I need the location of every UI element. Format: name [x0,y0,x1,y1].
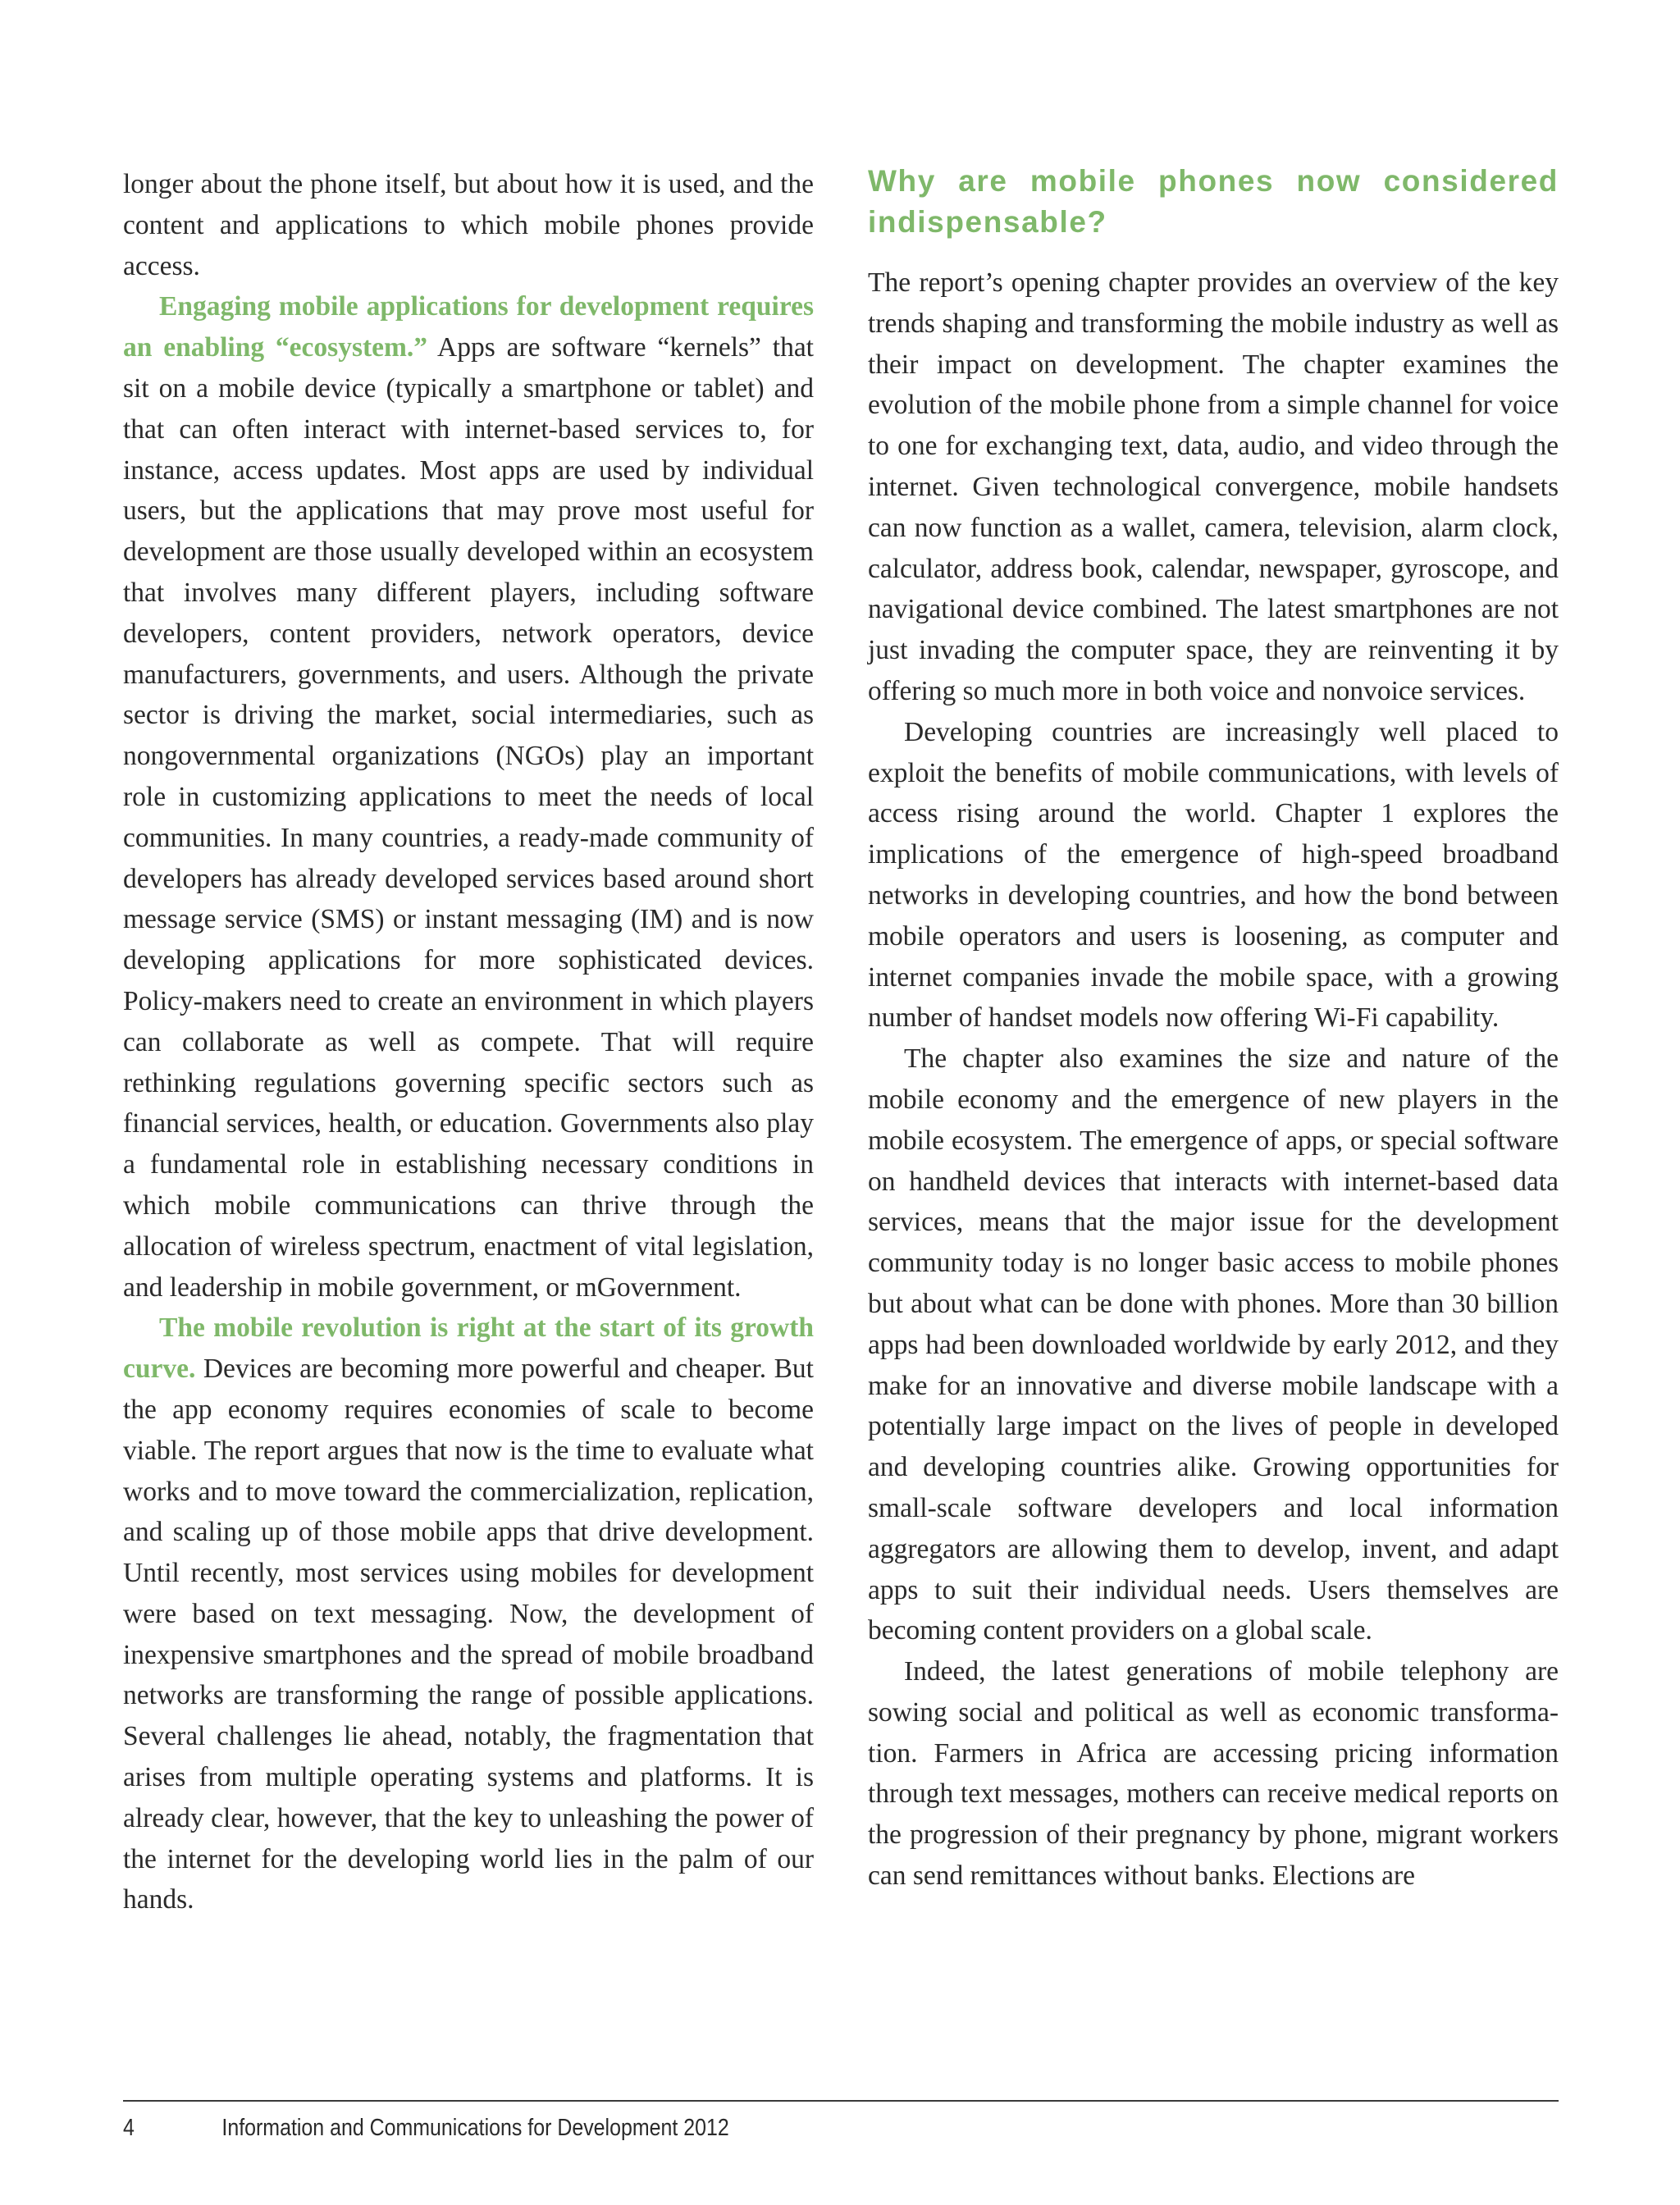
page-number: 4 [123,2115,135,2141]
right-column [868,164,1559,1897]
footer-divider [123,2100,1559,2102]
lead-in-growth-curve: The mobile revolution is right at the start of its growth curve. [123,1312,814,1385]
paragraph-mobile-economy: The chapter also examines the size and nature of the mobile economy and the emergence of new players in the mobile ecosystem. The emergence of apps, or special software on handheld devices that interacts with internet-based data services, means that the major issue for the development community today is no longer basic access to mobile phones but about what can be done with phones. More than 30 billion apps had been downloaded worldwide by early 2012, and they make for an innovative and diverse mobile landscape with a potentially large impact on the lives of people in developed and developing countries alike. Growing opportunities for small-scale software developers and local information aggregators are allowing them to develop, invent, and adapt apps to suit their individual needs. Users themselves are becoming content providers on a global scale. [868,1043,1559,1646]
paragraph-transformation: Indeed, the latest generations of mobile telephony are sowing social and political as well as economic transformation. Farmers in Africa are accessing pricing information through text messages, mothers can receive medical reports on the progression of their pregnancy by phone, migrant workers can send remittances without banks. Elections are [868,1656,1559,1892]
paragraph-developing-countries: Developing countries are increasingly well placed to exploit the benefits of mobile communications, with levels of access rising around the world. Chapter 1 explores the implications of the emergence of high-speed broadband networks in developing countries, and how the bond between mobile operators and users is loosening, as computer and internet companies invade the mobile space, with a growing number of handset models now offering Wi-Fi capability. [868,716,1559,1034]
page-footer [123,2111,1358,2144]
lead-in-ecosystem: Engaging mobile applications for development requires an enabling “ecosystem.” [123,291,814,363]
paragraph-growth-curve [123,1308,814,1920]
left-column [123,164,814,1920]
running-title: Information and Communications for Development 2012 [221,2115,729,2141]
paragraph-opening-chapter: The report’s opening chapter provides an overview of the key trends shaping and transforming the mobile industry as well as their impact on development. The chapter examines the evolution of the mobile phone from a simple channel for voice to one for exchanging text, data, audio, and video through the internet. Given technological convergence, mobile handsets can now function as a wallet, camera, television, alarm clock, calculator, address book, calendar, newspaper, gyroscope, and navigational device combined. The latest smartphones are not just invading the computer space, they are reinventing it by offering so much more in both voice and nonvoice services. [868,267,1559,706]
paragraph-growth-curve-body: Devices are becoming more powerful and cheaper. But the app economy requires economies of scale to become viable. The report argues that now is the time to evaluate what works and to move toward the commercialization, replication, and scaling up of those mobile apps that drive development. Until recently, most services using mobiles for development were based on text messaging. Now, the development of inexpensive smartphones and the spread of mobile broadband networks are transforming the range of possible applications. Several challenges lie ahead, notably, the fragmentation that arises from multiple operating systems and platforms. It is already clear, however, that the key to unleashing the power of the internet for the developing world lies in the palm of our hands. [123,1354,814,1915]
paragraph-ecosystem [123,286,814,1308]
section-heading: Why are mobile phones now considered indispensable? [868,164,1559,239]
paragraph-intro-continued: longer about the phone itself, but about how it is used, and the content and applications to which mobile phones provide access. [123,169,814,281]
paragraph-ecosystem-body: Apps are software “kernels” that sit on a mobile device (typically a smartphone or tablet) and that can often interact with internet-based services to, for instance, access updates. Most apps are used by individual users, but the applications that may prove most useful for development are those usually developed within an ecosystem that involves many different players, including software developers, content providers, network operators, device manufacturers, governments, and users. Although the private sector is driving the market, social intermediaries, such as nongovernmental organizations (NGOs) play an important role in customizing applications to meet the needs of local communities. In many countries, a ready-made community of developers has already developed services based around short message service (SMS) or instant messaging (IM) and is now developing applications for more sophisticated devices. Policy-makers need to create an environment in which players can collaborate as well as compete. That will require rethinking regulations governing specific sectors such as financial services, health, or education. Governments also play a fundamental role in establishing necessary conditions in which mobile communications can thrive through the allocation of wireless spectrum, enactment of vital legislation, and leadership in mobile government, or mGovernment. [123,332,814,1303]
